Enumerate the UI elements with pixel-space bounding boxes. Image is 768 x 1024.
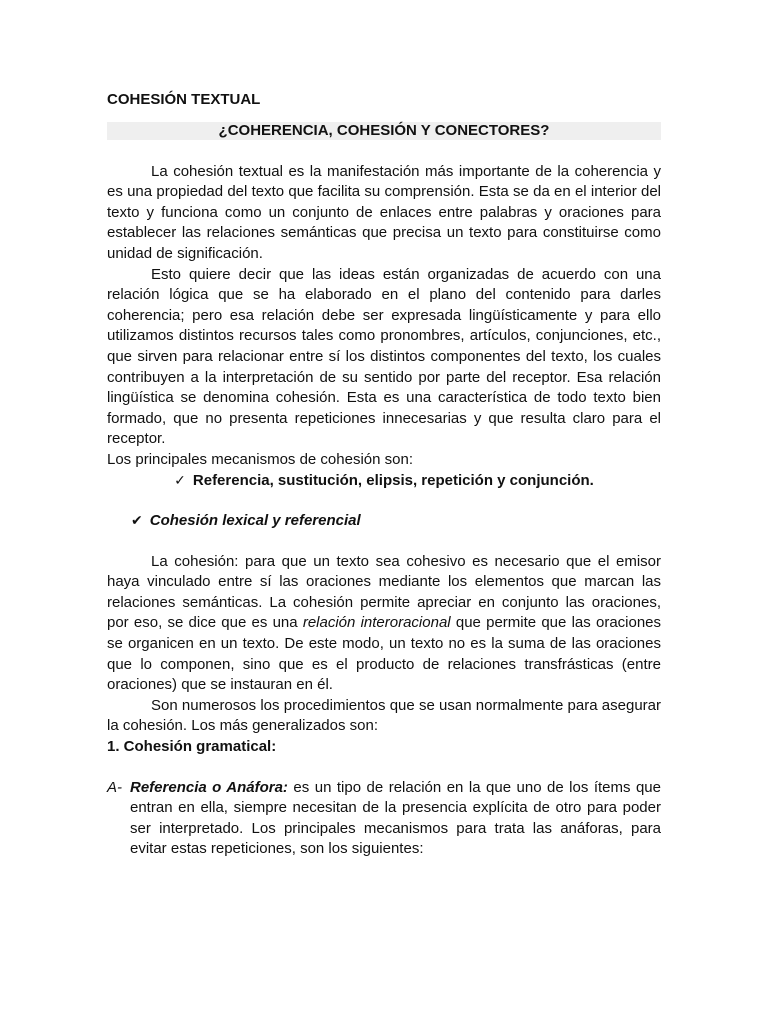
paragraph-3: Los principales mecanismos de cohesión son: (107, 450, 413, 468)
paragraph-5: Son numerosos los procedimientos que se usan normalmente para asegurar la cohesión. Los más generalizados son: (107, 696, 661, 735)
document-body (107, 90, 661, 860)
paragraph-4 (107, 552, 661, 696)
list-item-a-marker: A- (107, 778, 122, 796)
list-item-a-term: Referencia o Anáfora: (130, 778, 288, 796)
list-item-a-body (130, 778, 661, 860)
paragraph-1: La cohesión textual es la manifestación más importante de la coherencia y es una propiedad del texto que facilita su comprensión. Esta se da en el interior del texto y funciona como un conjunto de enlaces entre palabras y oraciones para establecer las relaciones semánticas que precisa un texto para constituirse como unidad de significación. (107, 162, 661, 262)
document-title: COHESIÓN TEXTUAL (107, 91, 261, 108)
checklist-item-1 (107, 471, 661, 492)
checklist-item-1-label: Referencia, sustitución, elipsis, repetición y conjunción. (192, 471, 594, 489)
paragraph-4-part-1: La cohesión: para que un texto sea cohesivo es necesario que el emisor haya vinculado entre sí las oraciones mediante los elementos que marcan las relaciones semánticas. La cohesión permite apreciar en conjunto las oraciones, por eso, se dice que es una (107, 552, 661, 632)
checkmark-icon: ✓ (174, 472, 186, 489)
paragraph-2: Esto quiere decir que las ideas están organizadas de acuerdo con una relación lógica que se ha elaborado en el plano del contenido para darles coherencia; pero esa relación debe ser expresada lingüísticamente y para ello utilizamos distintos recursos tales como pronombres, artículos, conjunciones, etc., que sirven para relacionar entre sí los distintos componentes del texto, los cuales contribuyen a la interpretación de su sentido por parte del receptor. Esa relación lingüística se denomina cohesión. Esta es una característica de todo texto bien formado, que no presenta repeticiones innecesarias y que resulta claro para el receptor. (107, 265, 661, 448)
paragraph-4-emphasis: relación interoracional (302, 614, 451, 632)
checkmark-icon: ✔ (131, 513, 143, 530)
checklist-item-2-label: Cohesión lexical y referencial (149, 512, 361, 530)
checklist-item-2 (107, 511, 661, 532)
list-item-a (107, 778, 661, 860)
section-heading-cohesion-gramatical: 1. Cohesión gramatical: (107, 738, 277, 756)
document-subtitle: ¿COHERENCIA, COHESIÓN Y CONECTORES? (107, 122, 661, 140)
list-item-a-text: es un tipo de relación en la que uno de los ítems que entran en ella, siempre necesitan de la presencia explícita de otro para poder ser interpretado. Los principales mecanismos para trata las anáforas, para evitar estas repeticiones, son los siguientes: (130, 778, 661, 858)
paragraph-4-part-2: que permite que las oraciones se organicen en un texto. De este modo, un texto no es la suma de las oraciones que lo componen, sino que es el producto de relaciones transfrásticas (entre oraciones) que se instauran en él. (107, 614, 662, 694)
